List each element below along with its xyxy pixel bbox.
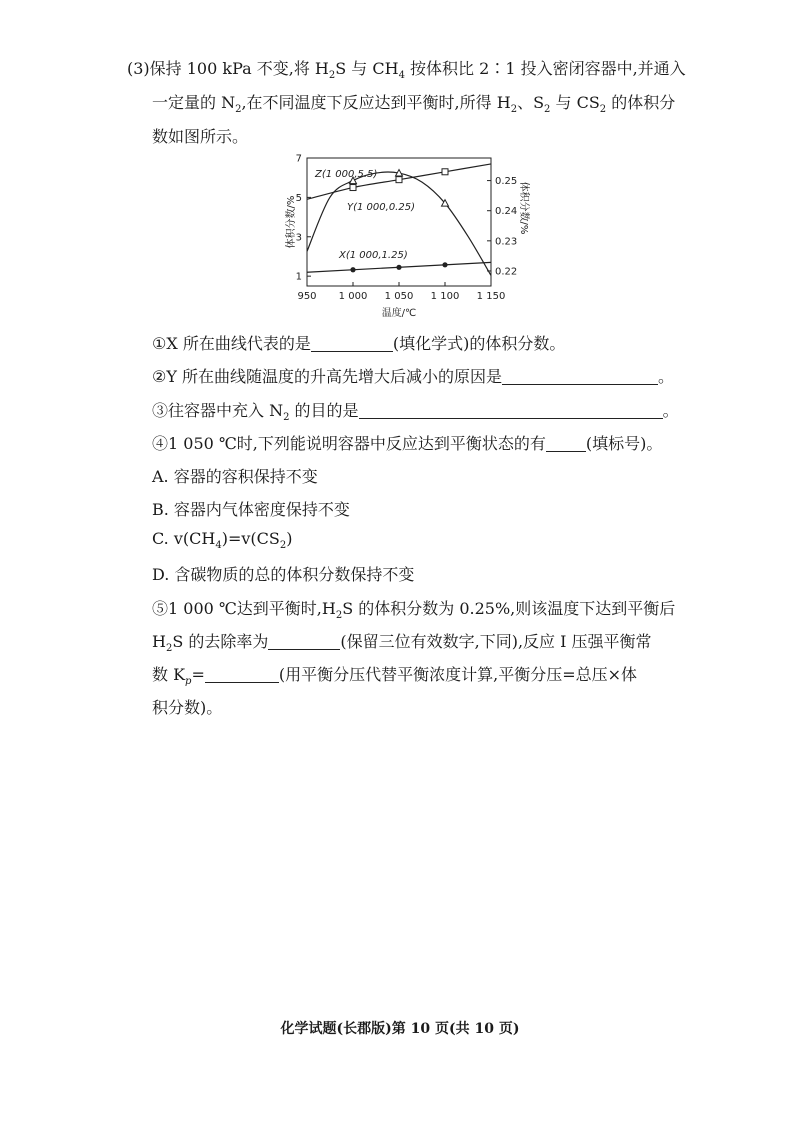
intro-text: S 与 CH: [335, 59, 399, 78]
x-tick-label: 1 150: [476, 291, 506, 302]
question-text: S 的去除率为: [172, 632, 269, 651]
question-5-line-1: [152, 596, 675, 621]
y-right-tick-label: 0.25: [495, 176, 518, 188]
question-5-line-4: [152, 695, 222, 718]
y-left-axis-label: 体积分数/%: [286, 195, 297, 249]
y-left-tick-label: 3: [295, 232, 302, 244]
intro-text: 按体积比 2∶1 投入密闭容器中,并通入: [404, 59, 686, 78]
question-5-line-2: [152, 629, 652, 654]
question-text: 。: [658, 367, 675, 386]
option-text: D. 含碳物质的总的体积分数保持不变: [152, 565, 415, 584]
intro-text: 一定量的 N: [152, 93, 236, 112]
question-text: (填标号)。: [585, 434, 663, 453]
option-c: [152, 529, 292, 551]
x-tick-label: 950: [297, 291, 317, 302]
question-2: [152, 364, 674, 387]
option-text: ): [286, 529, 293, 548]
y-right-tick-label: 0.23: [495, 236, 518, 248]
subscript: 4: [215, 540, 222, 552]
answer-blank[interactable]: [359, 402, 663, 419]
question-text: (用平衡分压代替平衡浓度计算,平衡分压=总压×体: [278, 665, 638, 684]
question-text: =: [191, 665, 205, 684]
subscript: 2: [165, 643, 173, 655]
option-text: A. 容器的容积保持不变: [152, 467, 318, 486]
subscript: 2: [599, 104, 607, 116]
answer-blank[interactable]: [205, 666, 279, 683]
question-text: ⑤1 000 ℃达到平衡时,H: [152, 599, 336, 618]
intro-text: (3)保持 100 kPa 不变,将 H: [127, 59, 329, 78]
marker-dot: [442, 262, 447, 267]
subscript: 4: [398, 70, 405, 82]
intro-line-1: [127, 56, 686, 81]
question-text: (保留三位有效数字,下同),反应 Ⅰ 压强平衡常: [340, 632, 652, 651]
option-text: C. v(CH: [152, 529, 216, 548]
question-text: S 的体积分数为 0.25%,则该温度下达到平衡后: [342, 599, 676, 618]
x-tick-label: 1 000: [338, 291, 368, 302]
intro-text: 与 CS: [550, 93, 600, 112]
answer-blank[interactable]: [546, 435, 586, 452]
subscript: 2: [335, 610, 343, 622]
question-text: ④1 050 ℃时,下列能说明容器中反应达到平衡状态的有: [152, 434, 546, 453]
y-right-tick-label: 0.22: [495, 266, 518, 278]
question-text: 积分数)。: [152, 698, 223, 717]
question-text: ①X 所在曲线代表的是: [152, 334, 311, 353]
y-right-tick-label: 0.24: [495, 206, 518, 218]
y-right-axis-label: 体积分数/%: [518, 181, 529, 235]
question-4: [152, 431, 662, 454]
intro-line-2: [152, 90, 675, 115]
question-5-line-3: [152, 662, 637, 687]
question-text: H: [152, 632, 166, 651]
subscript: 2: [283, 412, 290, 424]
intro-line-3: [152, 124, 248, 147]
x-axis-label: 温度/℃: [381, 308, 417, 319]
subscript: p: [185, 676, 192, 688]
marker-square: [350, 185, 356, 191]
option-d: [152, 562, 414, 585]
intro-text: 、S: [517, 93, 545, 112]
question-text: (填化学式)的体积分数。: [392, 334, 566, 353]
question-text: ②Y 所在曲线随温度的升高先增大后减小的原因是: [152, 367, 502, 386]
question-text: ③往容器中充入 N: [152, 401, 284, 420]
question-1: [152, 331, 565, 354]
subscript: 2: [279, 540, 287, 552]
intro-text: ,在不同温度下反应达到平衡时,所得 H: [241, 93, 511, 112]
option-text: B. 容器内气体密度保持不变: [152, 500, 350, 519]
question-text: 的目的是: [289, 401, 359, 420]
chart-svg: [285, 148, 529, 326]
question-text: 。: [662, 401, 679, 420]
subscript: 2: [544, 104, 551, 116]
volume-fraction-chart: [285, 148, 529, 326]
option-b: [152, 497, 350, 520]
x-tick-label: 1 050: [384, 291, 414, 302]
marker-dot: [350, 267, 355, 272]
answer-blank[interactable]: [502, 368, 658, 385]
y-left-tick-label: 7: [295, 153, 302, 165]
marker-dot: [396, 265, 401, 270]
subscript: 2: [510, 104, 518, 116]
question-3: [152, 398, 679, 423]
option-a: [152, 464, 318, 487]
y-left-tick-label: 5: [295, 192, 302, 204]
intro-text: 的体积分: [606, 93, 676, 112]
answer-blank[interactable]: [311, 335, 393, 352]
question-text: 数 K: [152, 665, 186, 684]
page-footer: 化学试题(长郡版)第 10 页(共 10 页): [280, 1021, 520, 1037]
annotation-x: X(1 000,1.25): [339, 250, 408, 261]
answer-blank[interactable]: [268, 633, 340, 650]
subscript: 2: [328, 70, 336, 82]
y-left-tick-label: 1: [295, 271, 302, 283]
x-tick-label: 1 100: [430, 291, 460, 302]
annotation-z: Z(1 000,5.5): [315, 169, 378, 180]
subscript: 2: [235, 104, 242, 116]
option-text: )=v(CS: [221, 529, 280, 548]
marker-square: [442, 169, 448, 175]
annotation-y: Y(1 000,0.25): [347, 202, 415, 213]
marker-square: [396, 177, 402, 183]
intro-text: 数如图所示。: [152, 127, 249, 146]
